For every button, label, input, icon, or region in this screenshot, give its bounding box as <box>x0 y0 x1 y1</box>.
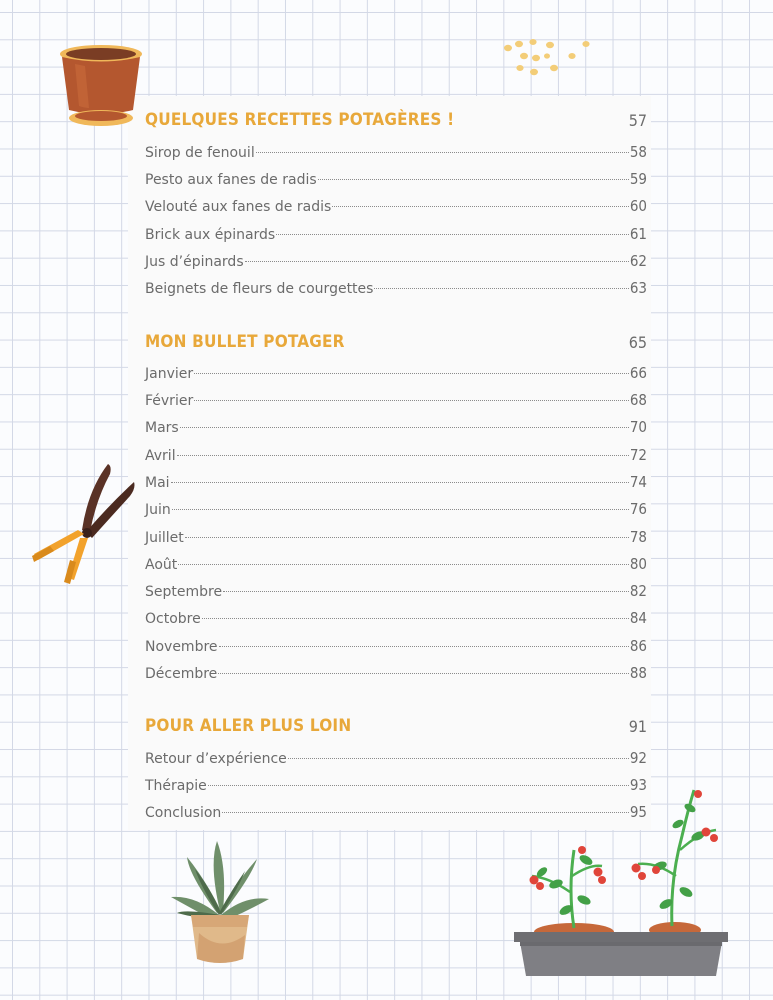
toc-entry-page: 66 <box>629 364 647 382</box>
toc-entry-label: Thérapie <box>145 778 207 794</box>
toc-entry-label: Juin <box>145 502 171 518</box>
toc-entry[interactable] <box>145 252 647 274</box>
toc-entry-label: Mars <box>145 420 179 436</box>
toc-entry-label: Beignets de fleurs de courgettes <box>145 281 374 297</box>
dot-leader <box>318 179 629 180</box>
toc-entry-label: Mai <box>145 475 170 491</box>
toc-entry-label: Juillet <box>145 530 184 546</box>
section-title: QUELQUES RECETTES POTAGÈRES ! <box>145 110 455 130</box>
seeds-icon <box>500 36 596 80</box>
toc-entry-page: 58 <box>629 143 647 161</box>
toc-entry-label: Jus d’épinards <box>145 254 244 270</box>
toc-entry-label: Retour d’expérience <box>145 751 287 767</box>
toc-entry-label: Velouté aux fanes de radis <box>145 199 332 215</box>
toc-entry[interactable] <box>145 664 647 686</box>
toc-entry-page: 88 <box>629 664 647 682</box>
section-page-number: 65 <box>628 332 647 352</box>
toc-entry-label: Novembre <box>145 639 218 655</box>
toc-entry-page: 84 <box>629 609 647 627</box>
toc-entry[interactable] <box>145 418 647 440</box>
toc-entry-page: 60 <box>629 197 647 215</box>
flower-pot-icon <box>55 40 147 132</box>
toc-entry-label: Sirop de fenouil <box>145 145 255 161</box>
dot-leader <box>374 288 628 289</box>
dot-leader <box>171 482 629 483</box>
toc-entry[interactable] <box>145 500 647 522</box>
toc-entry-page: 86 <box>629 637 647 655</box>
dot-leader <box>177 455 629 456</box>
dot-leader <box>256 152 629 153</box>
toc-entry-page: 63 <box>629 279 647 297</box>
toc-entry[interactable] <box>145 225 647 247</box>
dot-leader <box>332 206 629 207</box>
toc-entry-page: 61 <box>629 225 647 243</box>
toc-entry[interactable] <box>145 473 647 495</box>
toc-entry[interactable] <box>145 170 647 192</box>
toc-entry-label: Décembre <box>145 666 218 682</box>
toc-entry-page: 70 <box>629 418 647 436</box>
toc-entry-page: 62 <box>629 252 647 270</box>
dot-leader <box>180 427 629 428</box>
toc-entry-page: 80 <box>629 555 647 573</box>
toc-entry-page: 68 <box>629 391 647 409</box>
succulent-plant-icon <box>165 835 275 975</box>
section-title: MON BULLET POTAGER <box>145 332 345 352</box>
pruning-shears-icon <box>30 460 140 590</box>
toc-entry-page: 82 <box>629 582 647 600</box>
toc-entry-label: Septembre <box>145 584 223 600</box>
toc-entry-label: Pesto aux fanes de radis <box>145 172 317 188</box>
toc-entry[interactable] <box>145 749 647 771</box>
toc-entry-page: 95 <box>629 803 647 821</box>
dot-leader <box>219 646 629 647</box>
dot-leader <box>218 673 629 674</box>
section-heading[interactable] <box>145 711 647 741</box>
toc-entry-page: 92 <box>629 749 647 767</box>
dot-leader <box>194 373 629 374</box>
toc-entry-label: Brick aux épinards <box>145 227 276 243</box>
toc-entry[interactable] <box>145 528 647 550</box>
toc-entry[interactable] <box>145 143 647 165</box>
toc-entry-page: 59 <box>629 170 647 188</box>
toc-entry[interactable] <box>145 609 647 631</box>
toc-entry[interactable] <box>145 446 647 468</box>
dot-leader <box>185 537 629 538</box>
toc-entry[interactable] <box>145 582 647 604</box>
toc-entry-label: Août <box>145 557 178 573</box>
toc-entry[interactable] <box>145 279 647 301</box>
toc-entry[interactable] <box>145 555 647 577</box>
dot-leader <box>245 261 629 262</box>
tomato-planter-icon <box>510 780 732 980</box>
dot-leader <box>172 509 629 510</box>
dot-leader <box>288 758 629 759</box>
toc-entry-page: 78 <box>629 528 647 546</box>
toc-entry-page: 72 <box>629 446 647 464</box>
toc-entry[interactable] <box>145 391 647 413</box>
dot-leader <box>178 564 629 565</box>
toc-entry[interactable] <box>145 637 647 659</box>
toc-entry-page: 76 <box>629 500 647 518</box>
toc-entry-label: Février <box>145 393 194 409</box>
toc-entry-label: Avril <box>145 448 176 464</box>
section-page-number: 91 <box>628 716 647 736</box>
toc-entry-label: Conclusion <box>145 805 222 821</box>
dot-leader <box>194 400 629 401</box>
dot-leader <box>276 234 629 235</box>
toc-entry-label: Janvier <box>145 366 194 382</box>
section-title: POUR ALLER PLUS LOIN <box>145 716 352 736</box>
section-page-number: 57 <box>628 110 647 130</box>
section-heading[interactable] <box>145 105 647 135</box>
section-heading[interactable] <box>145 327 647 357</box>
dot-leader <box>223 591 629 592</box>
toc-entry-page: 93 <box>629 776 647 794</box>
toc-entry[interactable] <box>145 364 647 386</box>
toc-entry-label: Octobre <box>145 611 201 627</box>
dot-leader <box>202 618 629 619</box>
toc-entry[interactable] <box>145 197 647 219</box>
toc-entry-page: 74 <box>629 473 647 491</box>
